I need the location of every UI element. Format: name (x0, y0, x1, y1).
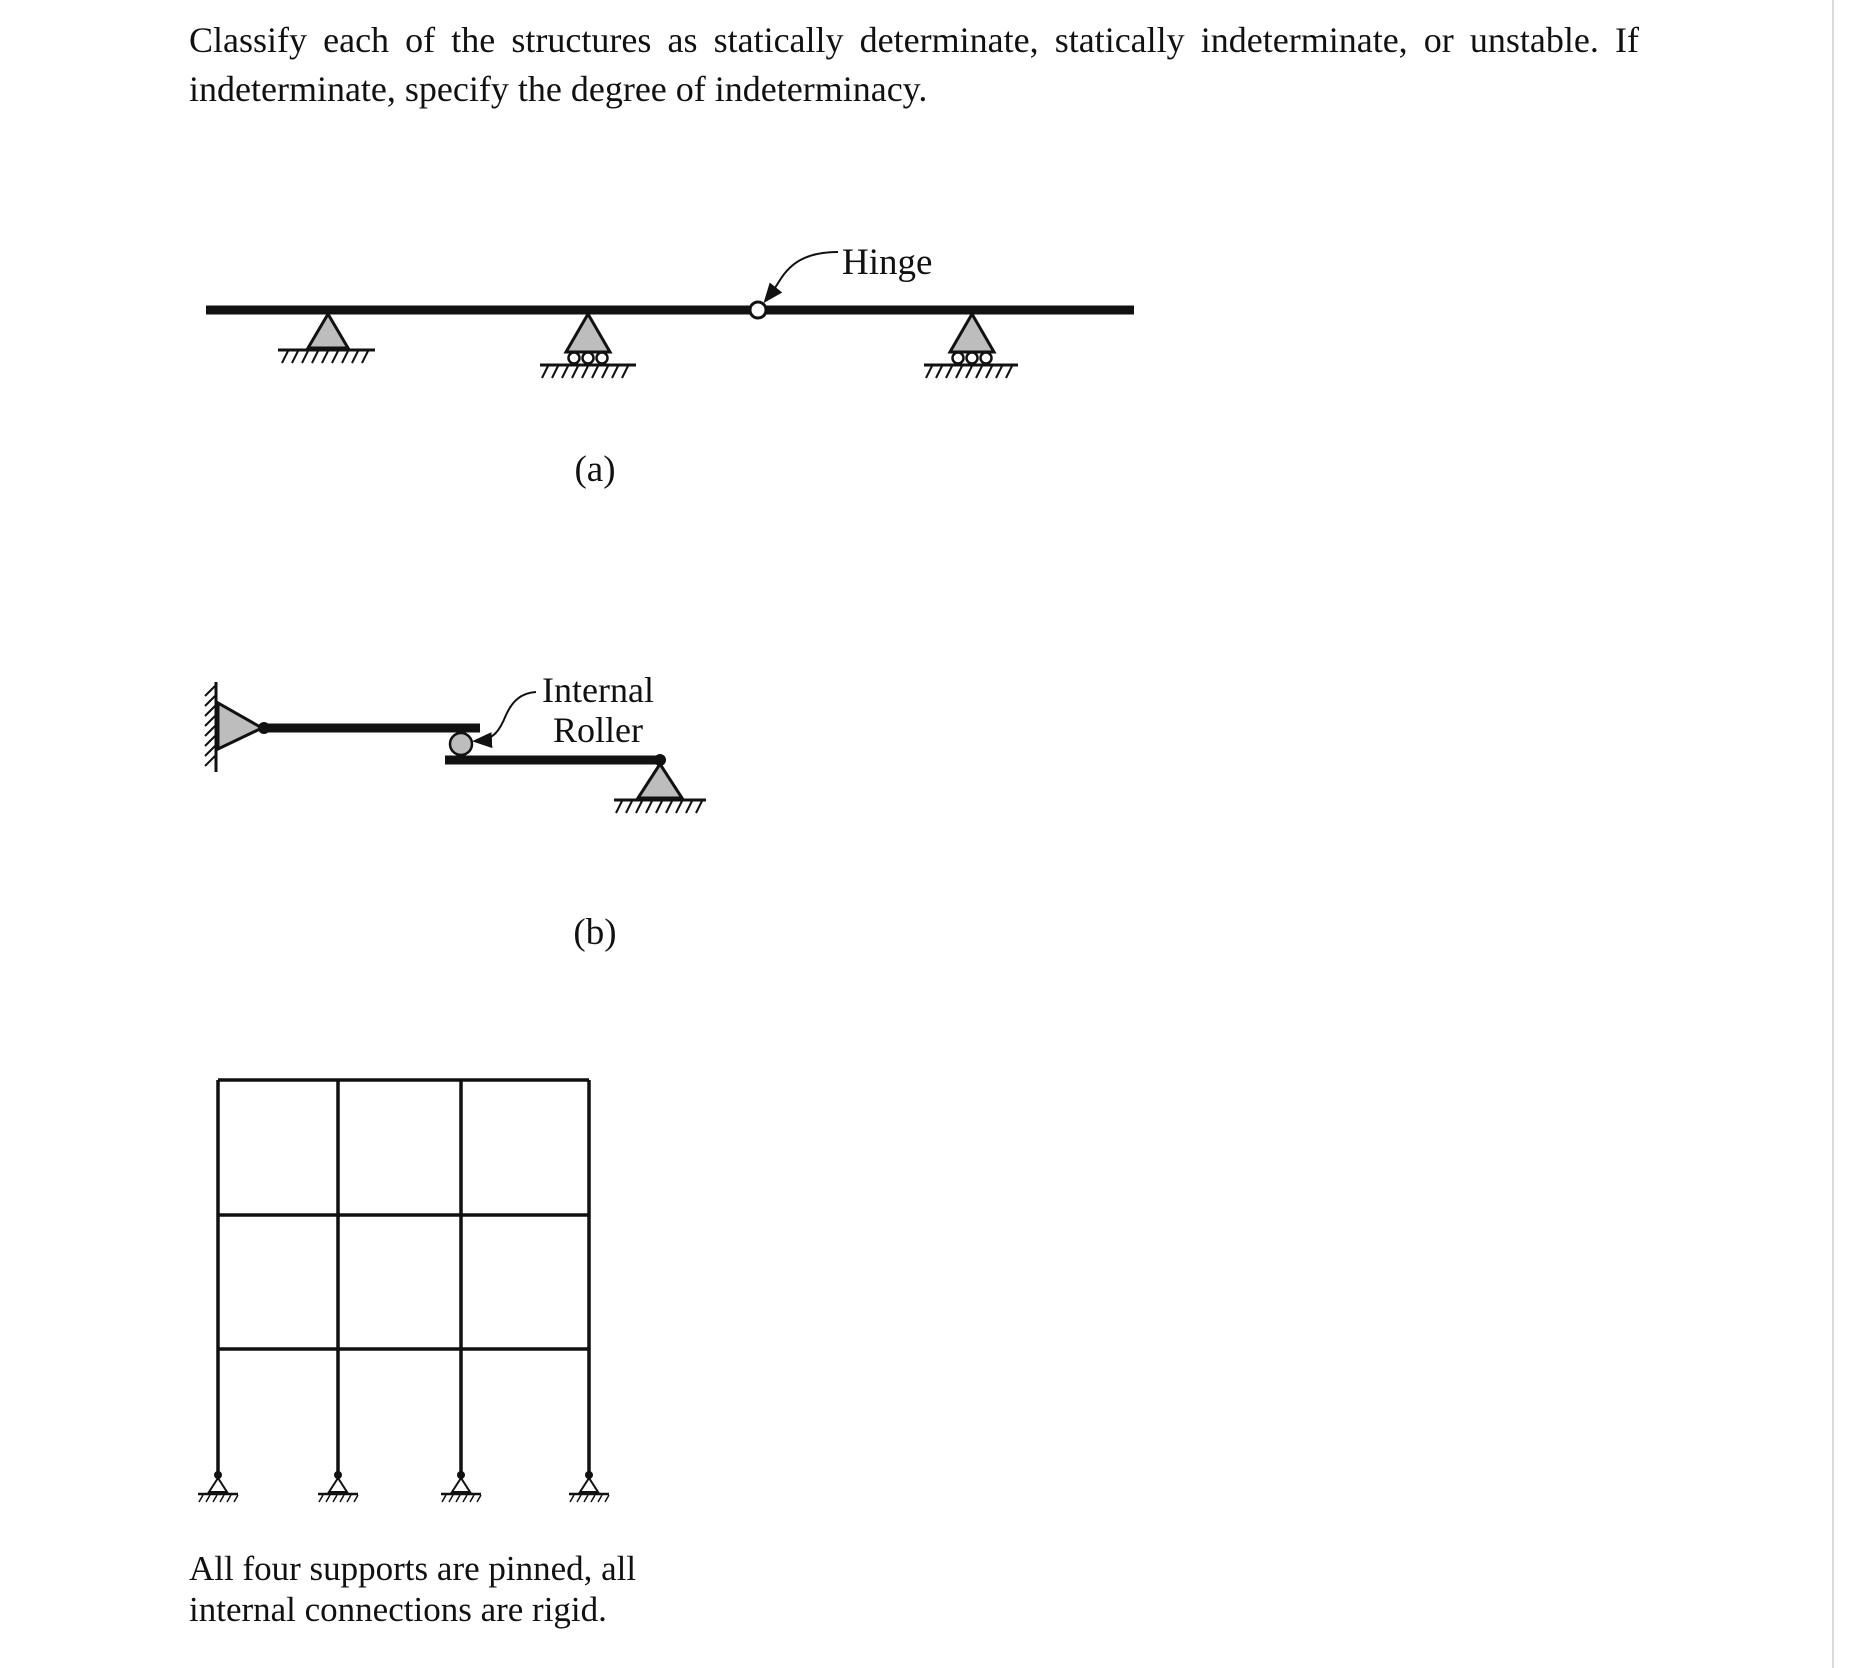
figure-c-note (189, 1548, 636, 1630)
figure-a-beam-structure (206, 242, 1134, 490)
figure-a-hinge (750, 302, 766, 318)
figure-b-roller-leader (476, 692, 536, 741)
figure-b-label-line2: Roller (553, 710, 643, 750)
frame-pin-support-2 (318, 1471, 358, 1502)
figure-a-hinge-leader (766, 252, 838, 300)
frame-pin-support-3 (441, 1471, 481, 1502)
figure-b-pin-support (614, 764, 706, 813)
figure-b-caption: (b) (573, 912, 617, 953)
figure-b-label-line1: Internal (542, 670, 654, 710)
figure-b-wall (205, 682, 216, 772)
frame-pin-support-4 (569, 1471, 609, 1502)
figure-b-structure (205, 670, 706, 953)
figure-a-roller-support-2 (924, 314, 1018, 378)
frame-pin-support-1 (198, 1471, 238, 1502)
figure-b-internal-roller (450, 733, 472, 755)
figure-a-roller-support-1 (540, 314, 636, 378)
figure-c-rigid-frame (198, 1080, 609, 1502)
figure-c-note-line1: All four supports are pinned, all (189, 1549, 637, 1588)
problem-statement: Classify each of the structures as statically determinate, statically indeterminate, or unstable. If indeterminate, specify the degree of indeterminacy. (189, 20, 1639, 109)
figure-b-wall-pin-support (218, 703, 262, 749)
figure-a-caption: (a) (574, 449, 616, 490)
figure-a-pin-support (278, 314, 375, 363)
figure-c-note-line2: internal connections are rigid. (189, 1590, 607, 1629)
figure-a-hinge-label: Hinge (842, 242, 933, 283)
page-scrollbar-edge[interactable] (1832, 0, 1856, 1668)
